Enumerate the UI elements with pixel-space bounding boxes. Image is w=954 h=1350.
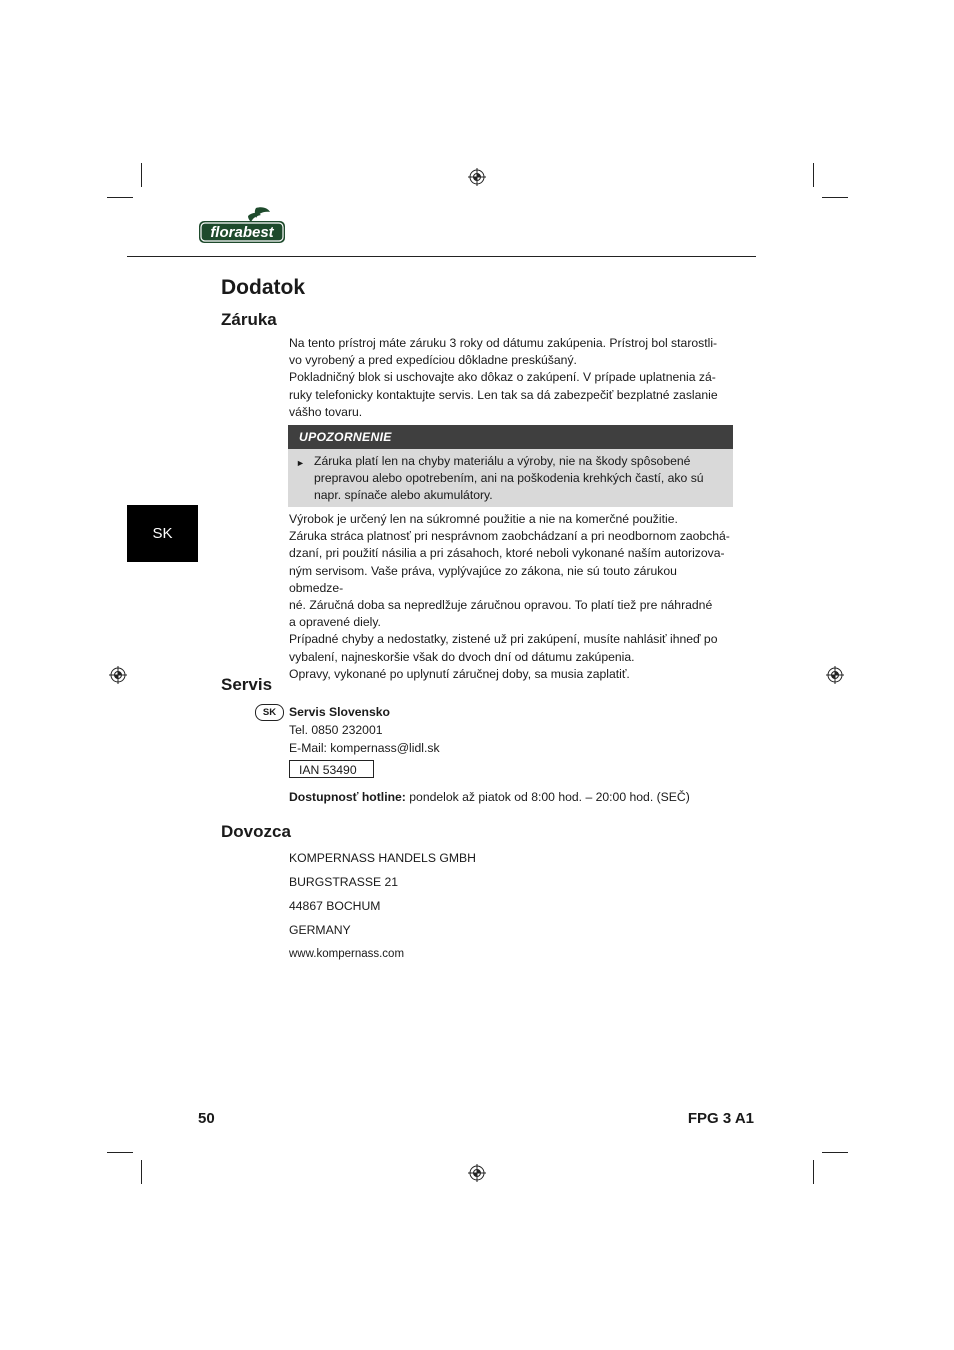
importer-line: GERMANY [289, 923, 351, 937]
section-heading-zaruka: Záruka [221, 310, 277, 329]
hotline-label: Dostupnosť hotline: [289, 790, 406, 804]
arrow-right-icon: ► [296, 458, 305, 468]
text-line: Na tento prístroj máte záruku 3 roky od dátumu zakúpenia. Prístroj bol starostli- [289, 336, 718, 350]
text-line: vo vyrobený a pred expedíciou dôkladne preskúšaný. [289, 353, 577, 368]
warranty-intro [289, 335, 733, 421]
service-phone: Tel. 0850 232001 [289, 723, 383, 737]
importer-line: BURGSTRASSE 21 [289, 875, 399, 889]
registration-mark-icon [826, 666, 844, 684]
crop-mark [141, 1160, 142, 1184]
text-line: prepravou alebo opotrebením, ani na poškodenia krehkých častí, ako sú [314, 471, 704, 485]
warning-title: UPOZORNENIE [288, 425, 733, 449]
registration-mark-icon [468, 168, 486, 186]
text-line: napr. spínače alebo akumulátory. [314, 488, 493, 502]
page-title: Dodatok [221, 276, 305, 299]
warning-body [288, 449, 733, 507]
importer-website: www.kompernass.com [289, 948, 405, 960]
model-number: FPG 3 A1 [687, 1110, 754, 1127]
crop-mark [813, 163, 814, 187]
text-line: né. Záručná doba sa nepredlžuje záručnou opravou. To platí tiež pre náhradné [289, 598, 713, 613]
crop-mark [141, 163, 142, 187]
service-email: E-Mail: kompernass@lidl.sk [289, 741, 440, 755]
text-line: Opravy, vykonané po uplynutí záručnej doby, sa musia zaplatiť. [289, 666, 630, 681]
ian-box: IAN 53490 [289, 760, 374, 778]
text-line: Prípadné chyby a nedostatky, zistené už pri zakúpení, musíte nahlásiť ihneď po [289, 632, 718, 647]
crop-mark [813, 1160, 814, 1184]
header-rule [127, 256, 756, 257]
text-line: a opravené diely. [289, 615, 381, 630]
section-heading-servis: Servis [221, 675, 273, 694]
text-line: ným servisom. Vaše práva, vyplývajúce zo zákona, nie sú touto zárukou obmedze- [289, 563, 677, 595]
language-tab: SK [127, 505, 198, 562]
text-line: Záruka platí len na chyby materiálu a výroby, nie na škody spôsobené [314, 454, 691, 468]
registration-mark-icon [109, 666, 127, 684]
hotline-value: pondelok až piatok od 8:00 hod. – 20:00 hod. (SEČ) [405, 790, 690, 804]
text-line: Záruka stráca platnosť pri nesprávnom zaobchádzaní a pri neodbornom zaobchá- [289, 529, 730, 544]
registration-mark-icon [468, 1164, 486, 1182]
text-line: dzaní, pri použití násilia a pri zásahoch, ktoré neboli vykonané naším autorizova- [289, 546, 725, 561]
crop-mark [822, 197, 848, 198]
page-number: 50 [198, 1110, 215, 1127]
warning-box [288, 425, 733, 507]
importer-line: 44867 BOCHUM [289, 899, 381, 913]
service-name: Servis Slovensko [289, 705, 390, 719]
importer-line: KOMPERNASS HANDELS GMBH [289, 851, 476, 865]
logo-text: florabest [210, 224, 274, 241]
warning-text [314, 453, 722, 504]
warranty-details [289, 511, 733, 683]
text-line: Výrobok je určený len na súkromné použitie a nie na komerčné použitie. [289, 512, 678, 526]
crop-mark [107, 197, 133, 198]
text-line: Pokladničný blok si uschovajte ako dôkaz o zakúpení. V prípade uplatnenia zá- [289, 370, 716, 385]
crop-mark [107, 1152, 133, 1153]
section-heading-dovozca: Dovozca [221, 822, 291, 841]
text-line: vybalení, najneskoršie však do dvoch dní od dátumu zakúpenia. [289, 649, 635, 664]
country-badge: SK [255, 704, 284, 721]
text-line: vášho tovaru. [289, 404, 363, 419]
florabest-logo [198, 206, 286, 246]
text-line: ruky telefonicky kontaktujte servis. Len tak sa dá zabezpečiť bezplatné zaslanie [289, 387, 718, 402]
hotline-line [289, 789, 690, 806]
crop-mark [822, 1152, 848, 1153]
